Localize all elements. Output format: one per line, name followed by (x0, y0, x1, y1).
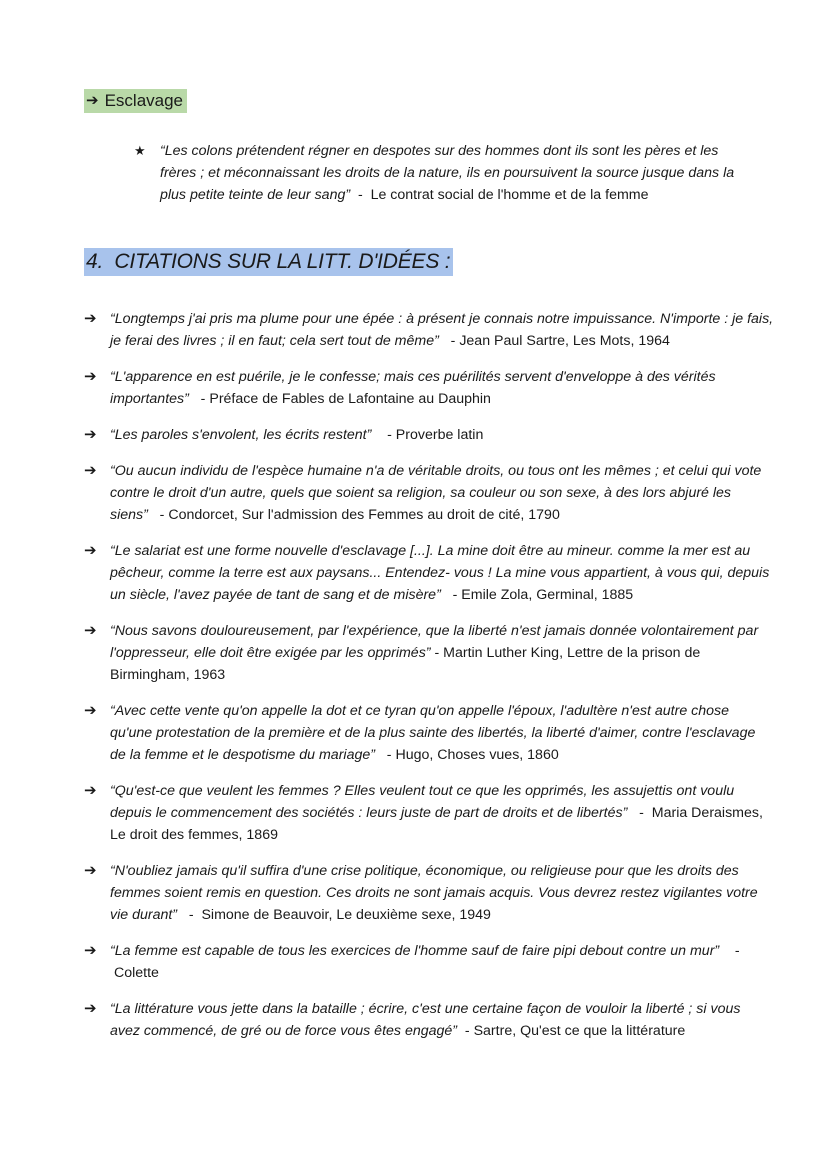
arrow-icon: ➔ (84, 1000, 97, 1017)
arrow-icon: ➔ (84, 310, 97, 327)
quote-text: “Qu'est-ce que veulent les femmes ? Elles veulent tout ce que les opprimés, les assujettis ont voulu depuis le commencement des sociétés : leurs juste de part de droits et de libertés” (110, 783, 735, 821)
esclavage-quote: ★ “Les colons prétendent régner en despotes sur des hommes dont ils sont les pères et les frères ; et méconnaissant les droits de la nature, ils en poursuivent la source jusque dans la plus petite teinte de leur sang” - Le contrat social de l'homme et de la femme (134, 140, 754, 206)
list-item: ➔ “Nous savons douloureusement, par l'expérience, que la liberté n'est jamais donnée volontairement par l'oppresseur, elle doit être exigée par les opprimés” - Martin Luther King, Lettre de la prison de Birmingham, 1963 (84, 620, 774, 686)
list-item: ➔ “Le salariat est une forme nouvelle d'esclavage [...]. La mine doit être au mineur. comme la mer est au pêcheur, comme la terre est aux paysans... Entendez- vous ! La mine vous appartient, à vous qui, depuis un siècle, l'avez payée de tant de sang et de misère” - Emile Zola, Germinal, 1885 (84, 540, 774, 606)
arrow-icon: ➔ (84, 542, 97, 559)
esclavage-label: Esclavage (104, 91, 184, 110)
section-heading (84, 248, 453, 276)
arrow-icon: ➔ (84, 862, 97, 879)
quote-source: Maria Deraismes, Le droit des femmes, 1869 (110, 805, 763, 843)
arrow-icon: ➔ (84, 462, 97, 479)
list-item: ➔ “Ou aucun individu de l'espèce humaine n'a de véritable droits, ou tous ont les mêmes ; et celui qui vote contre le droit d'un autre, quels que soient sa religion, sa couleur ou son sexe, à des lors abjuré les siens” - Condorcet, Sur l'admission des Femmes au droit de cité, 1790 (84, 460, 774, 526)
quote-text: “L'apparence en est puérile, je le confesse; mais ces puérilités servent d'enveloppe à des vérités importantes” (110, 369, 716, 407)
arrow-icon: ➔ (86, 92, 99, 109)
list-item: ➔ “Longtemps j'ai pris ma plume pour une épée : à présent je connais notre impuissance. N'importe : je fais, je ferai des livres ; il en faut; cela sert tout de même” - Jean Paul Sartre, Les Mots, 1964 (84, 308, 774, 352)
section-number: 4. (86, 250, 104, 273)
quote-source: Proverbe latin (395, 427, 484, 443)
quote-source: Simone de Beauvoir, Le deuxième sexe, 1949 (201, 907, 491, 923)
quote-source: Sartre, Qu'est ce que la littérature (473, 1023, 686, 1039)
arrow-icon: ➔ (84, 368, 97, 385)
quote-source: Colette (113, 965, 159, 981)
quote-source: Hugo, Choses vues, 1860 (395, 747, 559, 763)
list-item: ➔ “Les paroles s'envolent, les écrits restent” - Proverbe latin (84, 424, 774, 446)
quote-text: “Avec cette vente qu'on appelle la dot et ce tyran qu'on appelle l'époux, l'adultère n'est autre chose qu'une protestation de la première et de la plus sainte des libertés, la liberté d'aimer, contre l'esclavage de la femme et le despotisme du mariage” (110, 703, 756, 763)
quote-source: Emile Zola, Germinal, 1885 (461, 587, 634, 603)
quote-source: Préface de Fables de Lafontaine au Dauphin (209, 391, 491, 407)
section-title: CITATIONS SUR LA LITT. D'IDÉES : (114, 250, 451, 273)
quotes-list (84, 308, 774, 1056)
quote-text: “La littérature vous jette dans la bataille ; écrire, c'est une certaine façon de vouloir la liberté ; si vous avez commencé, de gré ou de force vous êtes engagé” (110, 1001, 741, 1039)
quote-text: “Le salariat est une forme nouvelle d'esclavage [...]. La mine doit être au mineur. comme la mer est au pêcheur, comme la terre est aux paysans... Entendez- vous ! La mine vous appartient, à vous qui, depuis un siècle, l'avez payée de tant de sang et de misère” (110, 543, 770, 603)
quote-source: Condorcet, Sur l'admission des Femmes au droit de cité, 1790 (168, 507, 560, 523)
arrow-icon: ➔ (84, 426, 97, 443)
quote-text: “Longtemps j'ai pris ma plume pour une épée : à présent je connais notre impuissance. N'importe : je fais, je ferai des livres ; il en faut; cela sert tout de même” (110, 311, 774, 349)
esclavage-tag (84, 89, 187, 113)
list-item: ➔ “N'oubliez jamais qu'il suffira d'une crise politique, économique, ou religieuse pour que les droits des femmes soient remis en question. Ces droits ne sont jamais acquis. Vous devrez restez vigilantes votre vie durant” - Simone de Beauvoir, Le deuxième sexe, 1949 (84, 860, 774, 926)
arrow-icon: ➔ (84, 622, 97, 639)
arrow-icon: ➔ (84, 782, 97, 799)
list-item: ➔ “La littérature vous jette dans la bataille ; écrire, c'est une certaine façon de vouloir la liberté ; si vous avez commencé, de gré ou de force vous êtes engagé” - Sartre, Qu'est ce que la littérature (84, 998, 774, 1042)
quote-text: “Nous savons douloureusement, par l'expérience, que la liberté n'est jamais donnée volontairement par l'oppresseur, elle doit être exigée par les opprimés” (110, 623, 759, 661)
quote-text: “Les paroles s'envolent, les écrits restent” (110, 427, 372, 443)
list-item: ➔ “Avec cette vente qu'on appelle la dot et ce tyran qu'on appelle l'époux, l'adultère n'est autre chose qu'une protestation de la première et de la plus sainte des libertés, la liberté d'aimer, contre l'esclavage de la femme et le despotisme du mariage” - Hugo, Choses vues, 1860 (84, 700, 774, 766)
quote-text: “La femme est capable de tous les exercices de l'homme sauf de faire pipi debout contre un mur” (110, 943, 720, 959)
quote-source: Martin Luther King, Lettre de la prison de Birmingham, 1963 (110, 645, 701, 683)
quote-source: Le contrat social de l'homme et de la femme (370, 187, 649, 203)
arrow-icon: ➔ (84, 702, 97, 719)
list-item: ➔ “L'apparence en est puérile, je le confesse; mais ces puérilités servent d'enveloppe à des vérités importantes” - Préface de Fables de Lafontaine au Dauphin (84, 366, 774, 410)
quote-text: “Les colons prétendent régner en despotes sur des hommes dont ils sont les pères et les frères ; et méconnaissant les droits de la nature, ils en poursuivent la source jusque dans la plus petite teinte de leur sang” (160, 143, 735, 203)
quote-text: “Ou aucun individu de l'espèce humaine n'a de véritable droits, ou tous ont les mêmes ; et celui qui vote contre le droit d'un autre, quels que soient sa religion, sa couleur ou son sexe, à des lors abjuré les siens” (110, 463, 762, 523)
list-item: ➔ “La femme est capable de tous les exercices de l'homme sauf de faire pipi debout contre un mur” - Colette (84, 940, 774, 984)
quote-source: Jean Paul Sartre, Les Mots, 1964 (459, 333, 670, 349)
star-icon: ★ (134, 143, 146, 158)
list-item: ➔ “Qu'est-ce que veulent les femmes ? Elles veulent tout ce que les opprimés, les assujettis ont voulu depuis le commencement des sociétés : leurs juste de part de droits et de libertés” - Maria Deraismes, Le droit des femmes, 1869 (84, 780, 774, 846)
quote-text: “N'oubliez jamais qu'il suffira d'une crise politique, économique, ou religieuse pour que les droits des femmes soient remis en question. Ces droits ne sont jamais acquis. Vous devrez restez vigilantes votre vie durant” (110, 863, 758, 923)
arrow-icon: ➔ (84, 942, 97, 959)
